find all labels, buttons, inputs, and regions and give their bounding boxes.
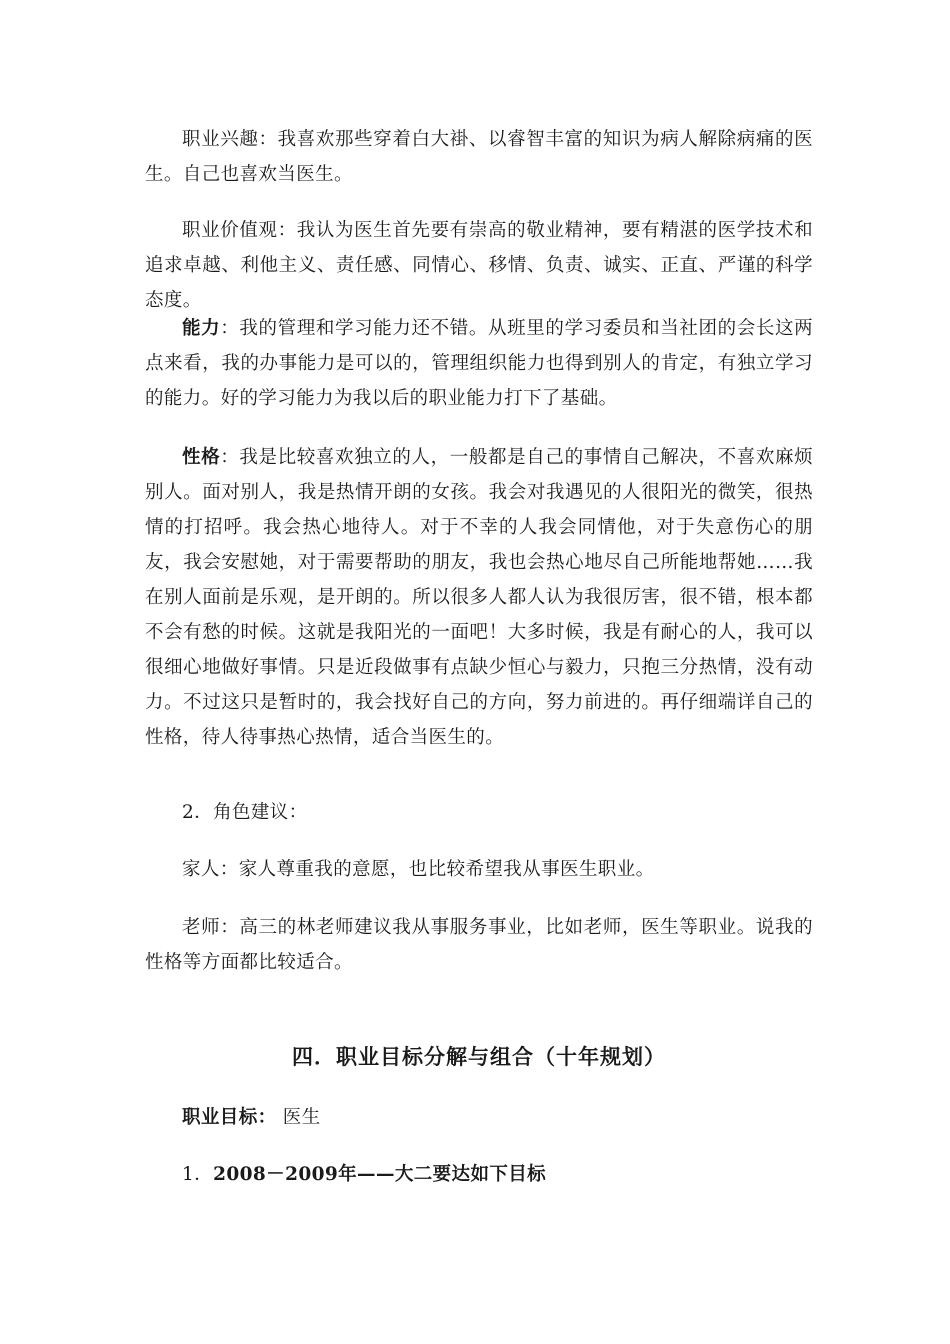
paragraph-career-values	[145, 213, 813, 318]
section-heading-4: 四．职业目标分解与组合（十年规划）	[292, 1044, 666, 1069]
ability-label: 能力	[182, 318, 221, 339]
career-values-label: 职业价值观：	[182, 220, 297, 241]
career-interest-text: 我喜欢那些穿着白大褂、以睿智丰富的知识为病人解除病痛的医生。自己也喜欢当医生。	[145, 129, 813, 185]
paragraph-teacher	[145, 910, 813, 980]
family-text: 家人尊重我的意愿，也比较希望我从事医生职业。	[238, 859, 655, 880]
step-1-line	[182, 1160, 546, 1186]
career-values-text: 我认为医生首先要有崇高的敬业精神，要有精湛的医学技术和追求卓越、利他主义、责任感、同情心、移情、负责、诚实、正直、严谨的科学态度。	[145, 220, 813, 311]
family-label: 家人：	[182, 859, 239, 880]
career-goal-line	[182, 1103, 321, 1129]
teacher-text: 高三的林老师建议我从事服务事业，比如老师，医生等职业。说我的性格等方面都比较适合。	[145, 917, 813, 973]
career-goal-value: 医生	[276, 1107, 321, 1128]
role-suggestion-title: 2．角色建议：	[182, 802, 308, 823]
ability-text: ：我的管理和学习能力还不错。从班里的学习委员和当社团的会长这两点来看，我的办事能力是可以的，管理组织能力也得到别人的肯定，有独立学习的能力。好的学习能力为我以后的职业能力打下了基础。	[145, 318, 813, 409]
paragraph-family	[145, 852, 813, 887]
paragraph-personality	[145, 440, 813, 755]
paragraph-career-interest	[145, 122, 813, 192]
paragraph-ability	[145, 311, 813, 416]
personality-text: ：我是比较喜欢独立的人，一般都是自己的事情自己解决，不喜欢麻烦别人。面对别人，我是热情开朗的女孩。我会对我遇见的人很阳光的微笑，很热情的打招呼。我会热心地待人。对于不幸的人我会同情他，对于失意伤心的朋友，我会安慰她，对于需要帮助的朋友，我也会热心地尽自己所能地帮她……我在别人面前是乐观，是开朗的。所以很多人都人认为我很厉害，很不错，根本都不会有愁的时候。这就是我阳光的一面吧！大多时候，我是有耐心的人，我可以很细心地做好事情。只是近段做事有点缺少恒心与毅力，只抱三分热情，没有动力。不过这只是暂时的，我会找好自己的方向，努力前进的。再仔细端详自己的性格，待人待事热心热情，适合当医生的。	[145, 447, 813, 748]
step-1-number: 1．	[182, 1164, 214, 1185]
career-interest-label: 职业兴趣：	[182, 129, 278, 150]
career-goal-label: 职业目标：	[182, 1107, 277, 1128]
step-1-text: 2008－2009年——大二要达如下目标	[213, 1164, 547, 1185]
teacher-label: 老师：	[182, 917, 240, 938]
personality-label: 性格	[182, 447, 221, 468]
